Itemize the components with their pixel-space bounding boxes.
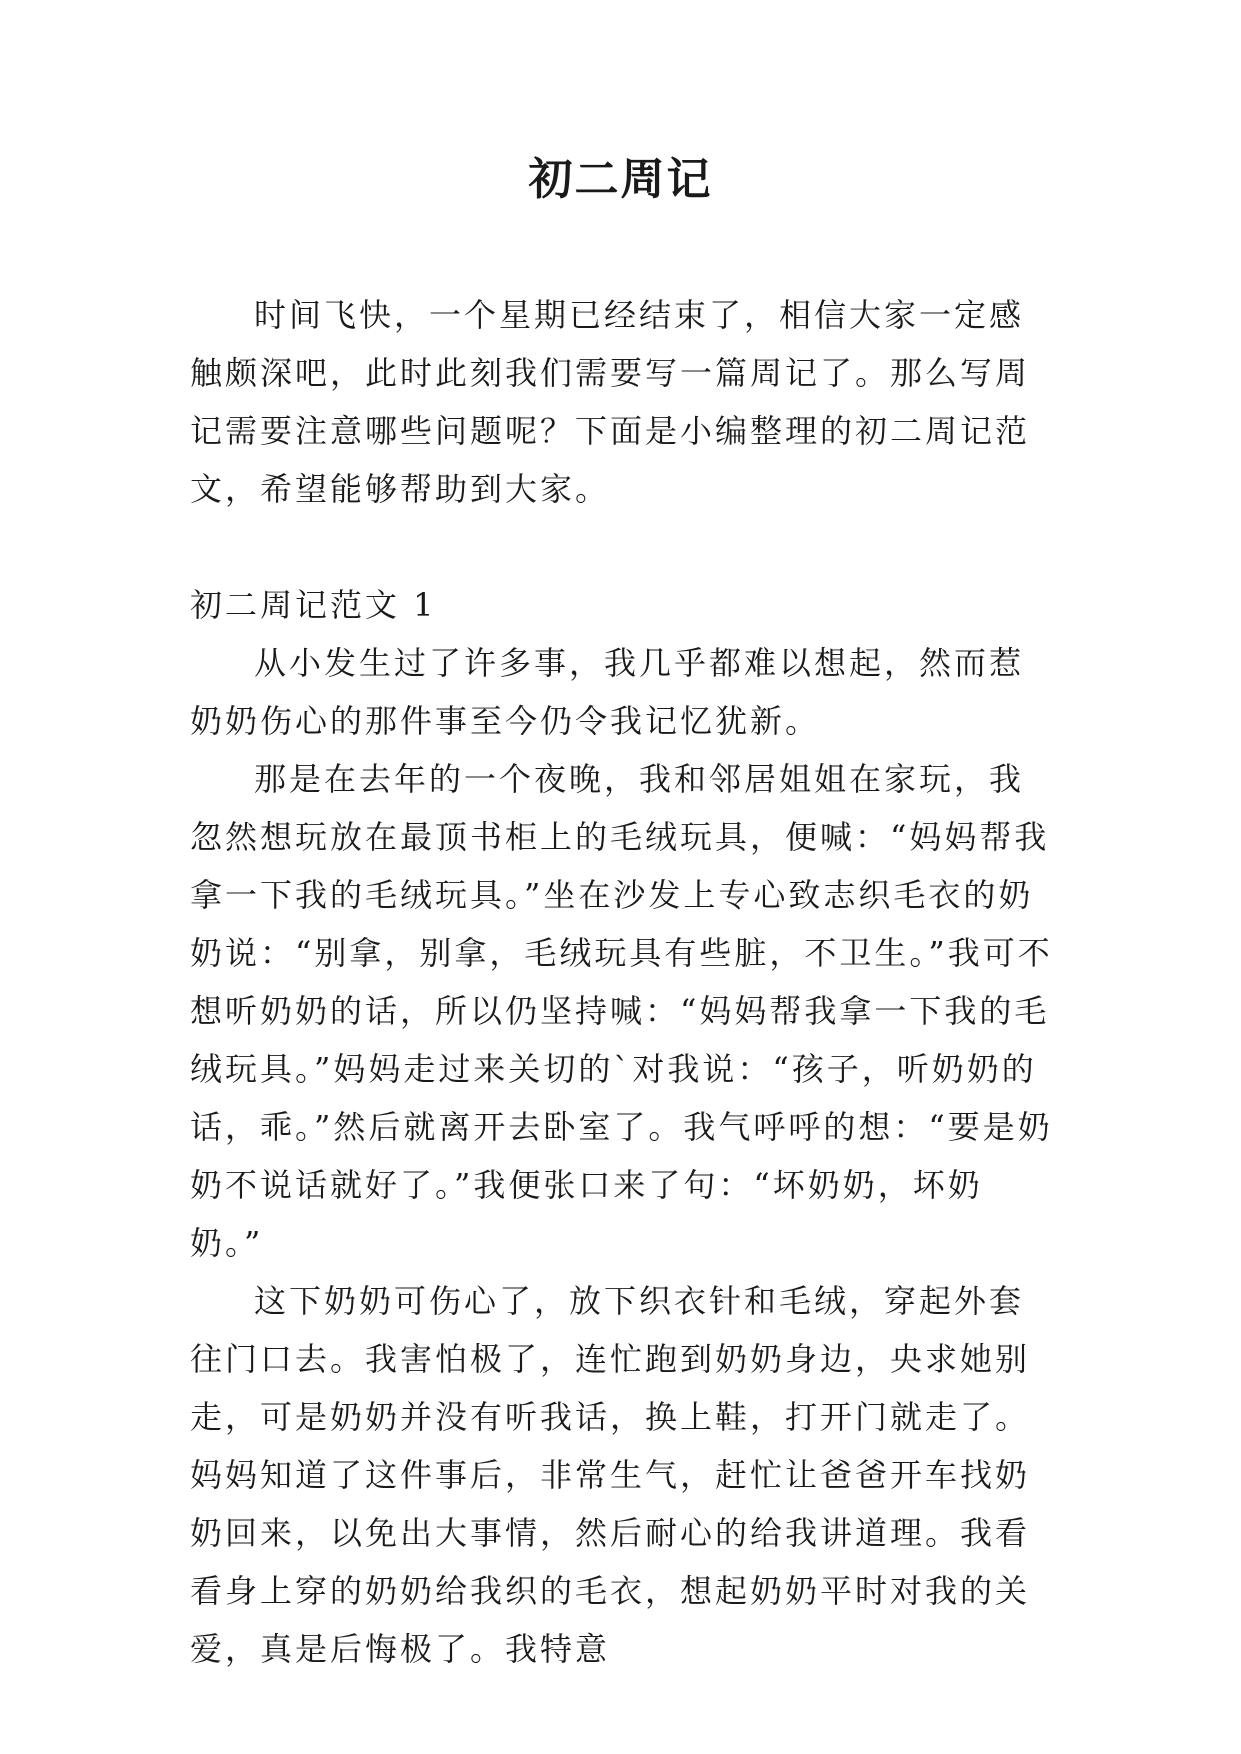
body-paragraph: 从小发生过了许多事，我几乎都难以想起，然而惹奶奶伤心的那件事至今仍令我记忆犹新。	[190, 644, 1025, 740]
intro-paragraph: 时间飞快，一个星期已经结束了，相信大家一定感触颇深吧，此时此刻我们需要写一篇周记了。那么写周记需要注意哪些问题呢？下面是小编整理的初二周记范文，希望能够帮助到大家。	[190, 296, 1031, 508]
document-body	[190, 286, 1056, 1678]
paragraph-spacer	[190, 518, 1056, 576]
body-paragraph: 那是在去年的一个夜晚，我和邻居姐姐在家玩，我忽然想玩放在最顶书柜上的毛绒玩具，便喊：“妈妈帮我拿一下我的毛绒玩具。”坐在沙发上专心致志织毛衣的奶奶说：“别拿，别拿，毛绒玩具有些脏，不卫生。”我可不想听奶奶的话，所以仍坚持喊：“妈妈帮我拿一下我的毛绒玩具。”妈妈走过来关切的`对我说：“孩子，听奶奶的话，乖。”然后就离开去卧室了。我气呼呼的想：“要是奶奶不说话就好了。”我便张口来了句：“坏奶奶，坏奶奶。”	[190, 760, 1053, 1262]
body-paragraph: 这下奶奶可伤心了，放下织衣针和毛绒，穿起外套往门口去。我害怕极了，连忙跑到奶奶身边，央求她别走，可是奶奶并没有听我话，换上鞋，打开门就走了。妈妈知道了这件事后，非常生气，赶忙让爸爸开车找奶奶回来，以免出大事情，然后耐心的给我讲道理。我看看身上穿的奶奶给我织的毛衣，想起奶奶平时对我的关爱，真是后悔极了。我特意	[190, 1282, 1031, 1668]
section-heading: 初二周记范文 1	[190, 586, 437, 624]
document-title: 初二周记	[528, 154, 713, 205]
